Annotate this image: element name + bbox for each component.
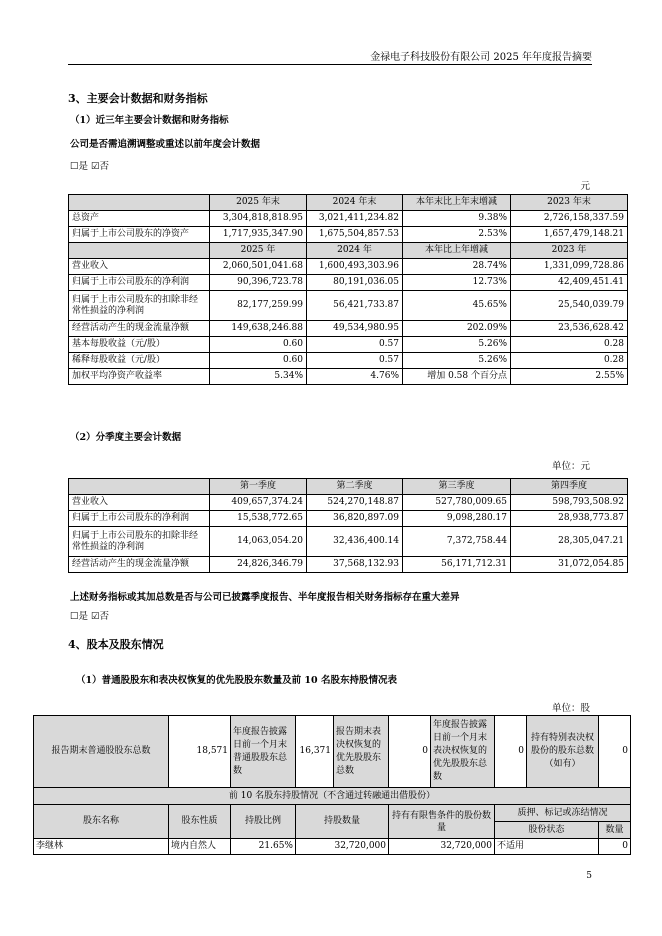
table-row: 归属于上市公司股东的扣除非经常性损益的净利润 82,177,259.99 56,421,733.87 45.65% 25,540,039.79 bbox=[69, 291, 628, 321]
key-financial-table bbox=[68, 194, 628, 385]
shareholder-summary-row: 报告期末普通股股东总数 18,571 年度报告披露日前一个月末普通股股东总数 16,371 报告期末表决权恢复的优先股股东总数 0 年度报告披露日前一个月末表决权恢复的优先股股东总数 0 持有特别表决权股份的股东总数（如有） 0 bbox=[34, 716, 631, 788]
table-row: 稀释每股收益（元/股） 0.60 0.57 5.26% 0.28 bbox=[69, 353, 628, 369]
restate-options: ☐是 ☑否 bbox=[70, 161, 110, 172]
table-row: 归属于上市公司股东的净利润 90,396,723.78 80,191,036.05 12.73% 42,409,451.41 bbox=[69, 275, 628, 291]
table-row: 经营活动产生的现金流量净额 149,638,246.88 49,534,980.95 202.09% 23,536,628.42 bbox=[69, 321, 628, 337]
table-row: 归属于上市公司股东的净资产 1,717,935,347.90 1,675,504,857.53 2.53% 1,657,479,148.21 bbox=[69, 227, 628, 243]
table-row: 归属于上市公司股东的净利润 15,538,772.65 36,820,897.09 9,098,280.17 28,938,773.87 bbox=[69, 511, 628, 527]
section-3-2-title: （2）分季度主要会计数据 bbox=[70, 432, 182, 443]
section-4-title: 4、股本及股东情况 bbox=[68, 638, 164, 651]
table-header-row: 第一季度 第二季度 第三季度 第四季度 bbox=[69, 479, 628, 495]
shareholder-table bbox=[33, 715, 631, 855]
page-number: 5 bbox=[586, 871, 592, 881]
table-row: 总资产 3,304,818,818.95 3,021,411,234.82 9.38% 2,726,158,337.59 bbox=[69, 211, 628, 227]
table-row: 李继林 境内自然人 21.65% 32,720,000 32,720,000 不适用 0 bbox=[34, 839, 631, 855]
table-header-row: 2025 年 2024 年 本年比上年增减 2023 年 bbox=[69, 243, 628, 259]
quarterly-table bbox=[68, 478, 628, 573]
unit-label-2: 单位：元 bbox=[551, 461, 590, 472]
top10-title-row: 前 10 名股东持股情况（不含通过转融通出借股份） bbox=[34, 788, 631, 805]
table-header-row: 股份状态 数量 bbox=[34, 822, 631, 839]
restate-question: 公司是否需追溯调整或重述以前年度会计数据 bbox=[70, 139, 261, 150]
table-row: 加权平均净资产收益率 5.34% 4.76% 增加 0.58 个百分点 2.55% bbox=[69, 369, 628, 385]
table-row: 基本每股收益（元/股） 0.60 0.57 5.26% 0.28 bbox=[69, 337, 628, 353]
section-3-title: 3、主要会计数据和财务指标 bbox=[68, 92, 208, 105]
table-row: 经营活动产生的现金流量净额 24,826,346.79 37,568,132.93 56,171,712.31 31,072,054.85 bbox=[69, 557, 628, 573]
unit-label-3: 单位：股 bbox=[551, 703, 590, 714]
table-row: 营业收入 2,060,501,041.68 1,600,493,303.96 28.74% 1,331,099,728.86 bbox=[69, 259, 628, 275]
variance-options: ☐是 ☑否 bbox=[70, 611, 110, 622]
table-header-row: 2025 年末 2024 年末 本年末比上年末增减 2023 年末 bbox=[69, 195, 628, 211]
header-divider bbox=[68, 64, 592, 65]
section-4-1-title: （1）普通股股东和表决权恢复的优先股股东数量及前 10 名股东持股情况表 bbox=[76, 675, 397, 686]
section-3-1-title: （1）近三年主要会计数据和财务指标 bbox=[70, 115, 229, 126]
table-header-row: 股东名称 股东性质 持股比例 持股数量 持有有限售条件的股份数量 质押、标记或冻结情况 bbox=[34, 805, 631, 822]
table-row: 归属于上市公司股东的扣除非经常性损益的净利润 14,063,054.20 32,436,400.14 7,372,758.44 28,305,047.21 bbox=[69, 527, 628, 557]
unit-label: 元 bbox=[580, 181, 590, 192]
report-header: 金禄电子科技股份有限公司 2025 年年度报告摘要 bbox=[370, 52, 592, 63]
variance-question: 上述财务指标或其加总数是否与公司已披露季度报告、半年度报告相关财务指标存在重大差异 bbox=[70, 592, 460, 603]
table-row: 营业收入 409,657,374.24 524,270,148.87 527,780,009.65 598,793,508.92 bbox=[69, 495, 628, 511]
